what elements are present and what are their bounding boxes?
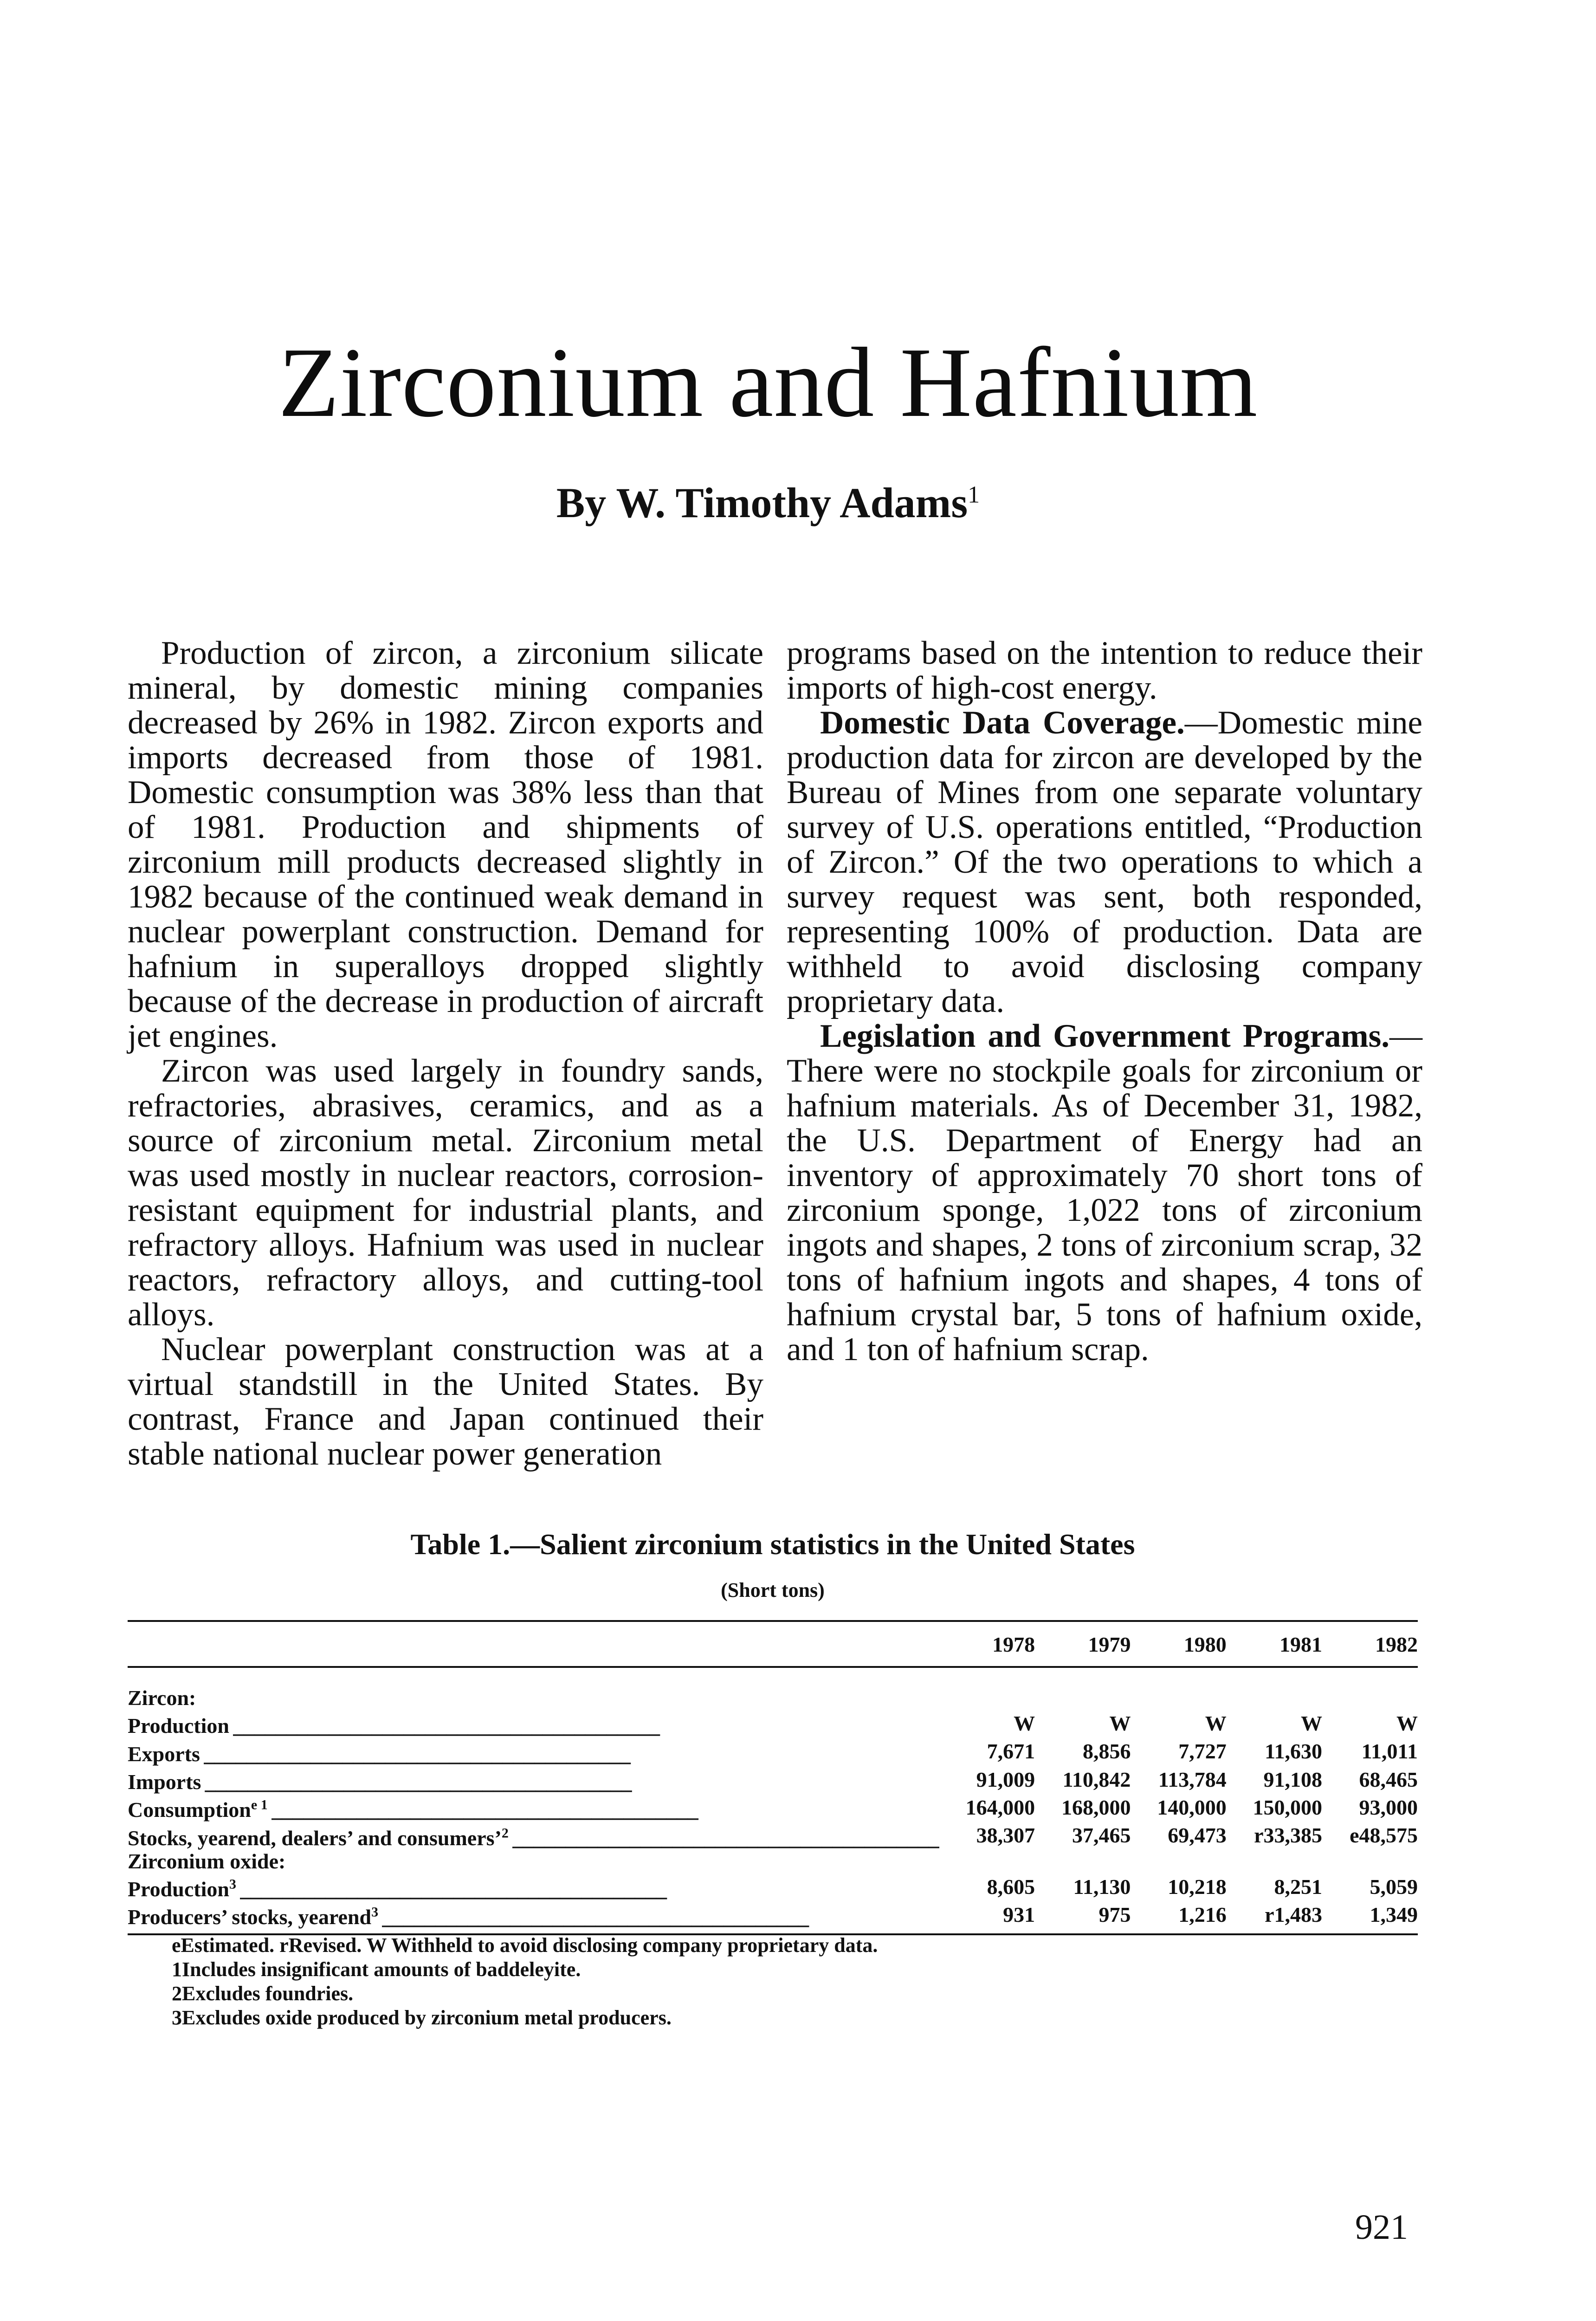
header-year-1978: 1978	[939, 1621, 1035, 1667]
paragraph-uses: Zircon was used largely in foundry sands, refractories, abrasives, ceramics, and as a source of zirconium metal. Zirconium metal was used mostly in nuclear reactors, corrosion-resistant equipment for industrial plants, and refractory alloys. Hafnium was used in nuclear reactors, refractory alloys, and cutting-tool alloys.	[128, 1053, 763, 1333]
row-label: Production$^3$ ________________________________________	[128, 1876, 667, 1901]
table-cell: 150,000	[1253, 1796, 1323, 1820]
table-subtitle: (Short tons)	[721, 1579, 825, 1601]
table-row	[128, 1901, 1418, 1934]
header-year-1981: 1981	[1227, 1621, 1322, 1667]
page-title: Zirconium and Hafnium	[278, 327, 1258, 438]
footnote: eEstimated. rRevised. W Withheld to avoid disclosing company proprietary data.	[172, 1934, 878, 1957]
header-label-cell	[128, 1621, 939, 1667]
table-cell: 91,108	[1263, 1767, 1323, 1791]
table-cell: 8,856	[1082, 1739, 1131, 1763]
table-cell: 1,349	[1322, 1901, 1418, 1934]
group-row-zirconium-oxide	[128, 1850, 1418, 1873]
row-label: Stocks, yearend, dealers’ and consumers’$^2$ ________________________________________	[128, 1825, 939, 1850]
row-label: Imports ________________________________________	[128, 1770, 632, 1794]
table-cell: 68,465	[1359, 1767, 1418, 1791]
table-row	[128, 1766, 1418, 1794]
table-cell: 8,251	[1274, 1874, 1323, 1899]
table-cell: 975	[1035, 1901, 1131, 1934]
table-footnotes	[172, 1933, 878, 2030]
table-cell: 10,218	[1168, 1874, 1227, 1899]
table-cell: W	[1109, 1712, 1131, 1736]
row-label: Production ________________________________________	[128, 1714, 660, 1738]
table-cell: r33,385	[1254, 1823, 1323, 1848]
table-cell: 1,216	[1131, 1901, 1226, 1934]
salient-statistics-table	[128, 1620, 1418, 1935]
domestic-data-text: —Domestic mine production data for zircon are developed by the Bureau of Mines from one separate voluntary survey of U.S. operations entitled, “Production of Zircon.” Of the two operations to which a survey request was sent, both responded, representing 100% of production. Data are withheld to avoid disclosing company proprietary data.	[787, 705, 1422, 1019]
footnote: 3Excludes oxide produced by zirconium metal producers.	[172, 2006, 672, 2029]
table-cell: 8,605	[987, 1874, 1035, 1899]
table-cell: r1,483	[1227, 1901, 1322, 1934]
right-column	[787, 636, 1422, 1367]
group-label: Zirconium oxide:	[128, 1849, 286, 1873]
header-year-1982: 1982	[1322, 1621, 1418, 1667]
left-column	[128, 636, 763, 1472]
legislation-heading: Legislation and Government Programs.	[820, 1018, 1389, 1054]
footnote: 2Excludes foundries.	[172, 1982, 354, 2005]
group-label: Zircon:	[128, 1686, 196, 1710]
page-number: 921	[1355, 2208, 1408, 2247]
table-header-row	[128, 1621, 1418, 1667]
table-row	[128, 1738, 1418, 1765]
paragraph-intro: Production of zircon, a zirconium silicate mineral, by domestic mining companies decreased by 26% in 1982. Zircon exports and imports decreased from those of 1981. Domestic consumption was 38% less than that of 1981. Production and shipments of zirconium mill products decreased slightly in 1982 because of the continued weak demand in nuclear powerplant construction. Demand for hafnium in superalloys dropped slightly because of the decrease in production of aircraft jet engines.	[128, 635, 763, 1054]
table-cell: 37,465	[1072, 1823, 1131, 1848]
table-cell: 7,671	[987, 1739, 1035, 1763]
table-cell: 164,000	[965, 1796, 1035, 1820]
table-cell: 69,473	[1168, 1823, 1227, 1848]
header-year-1980: 1980	[1131, 1621, 1226, 1667]
table-row	[128, 1822, 1418, 1849]
header-year-1979: 1979	[1035, 1621, 1131, 1667]
table-cell: 11,630	[1265, 1739, 1323, 1763]
table-cell: 11,130	[1073, 1874, 1131, 1899]
table-cell: W	[1396, 1712, 1418, 1736]
paragraph-continuation: programs based on the intention to reduce their imports of high-cost energy.	[787, 635, 1422, 706]
paragraph-domestic-data	[787, 706, 1422, 1019]
table-row	[128, 1794, 1418, 1822]
table-cell: 7,727	[1178, 1739, 1227, 1763]
table-cell: 931	[939, 1901, 1035, 1934]
legislation-text: —There were no stockpile goals for zirconium or hafnium materials. As of December 31, 1982, the U.S. Department of Energy had an inventory of approximately 70 short tons of zirconium sponge, 1,022 tons of zirconium ingots and shapes, 2 tons of zirconium scrap, 32 tons of hafnium ingots and shapes, 4 tons of hafnium crystal bar, 5 tons of hafnium oxide, and 1 ton of hafnium scrap.	[787, 1018, 1422, 1368]
table-row	[128, 1873, 1418, 1901]
row-label: Exports ________________________________________	[128, 1742, 631, 1766]
paragraph-legislation	[787, 1019, 1422, 1367]
table-cell: e48,575	[1350, 1823, 1418, 1848]
table-cell: 11,011	[1361, 1739, 1418, 1763]
row-label: Producers’ stocks, yearend$^3$ ________________________________________	[128, 1901, 939, 1934]
table-cell: 110,842	[1062, 1767, 1131, 1791]
table-cell: 113,784	[1158, 1767, 1227, 1791]
table-cell: W	[1301, 1712, 1323, 1736]
table-cell: 93,000	[1359, 1796, 1418, 1820]
table-row	[128, 1710, 1418, 1738]
table-title: Table 1.—Salient zirconium statistics in the United States	[410, 1528, 1135, 1561]
table-cell: W	[1014, 1712, 1035, 1736]
byline-footnote-mark: 1	[968, 481, 980, 508]
row-label: Consumption$^{e 1}$ ________________________________________	[128, 1797, 698, 1822]
table-cell: W	[1205, 1712, 1227, 1736]
footnote: 1Includes insignificant amounts of baddeleyite.	[172, 1958, 581, 1981]
group-row-zircon	[128, 1686, 1418, 1710]
table-cell: 168,000	[1061, 1796, 1131, 1820]
table-cell: 5,059	[1370, 1874, 1418, 1899]
byline-text: By W. Timothy Adams	[556, 479, 968, 526]
byline	[0, 478, 1536, 527]
table-cell: 38,307	[976, 1823, 1035, 1848]
table-cell: 91,009	[976, 1767, 1035, 1791]
paragraph-nuclear: Nuclear powerplant construction was at a virtual standstill in the United States. By contrast, France and Japan continued their stable national nuclear power generation	[128, 1331, 763, 1472]
domestic-data-heading: Domestic Data Coverage.	[820, 705, 1185, 741]
table-cell: 140,000	[1157, 1796, 1227, 1820]
